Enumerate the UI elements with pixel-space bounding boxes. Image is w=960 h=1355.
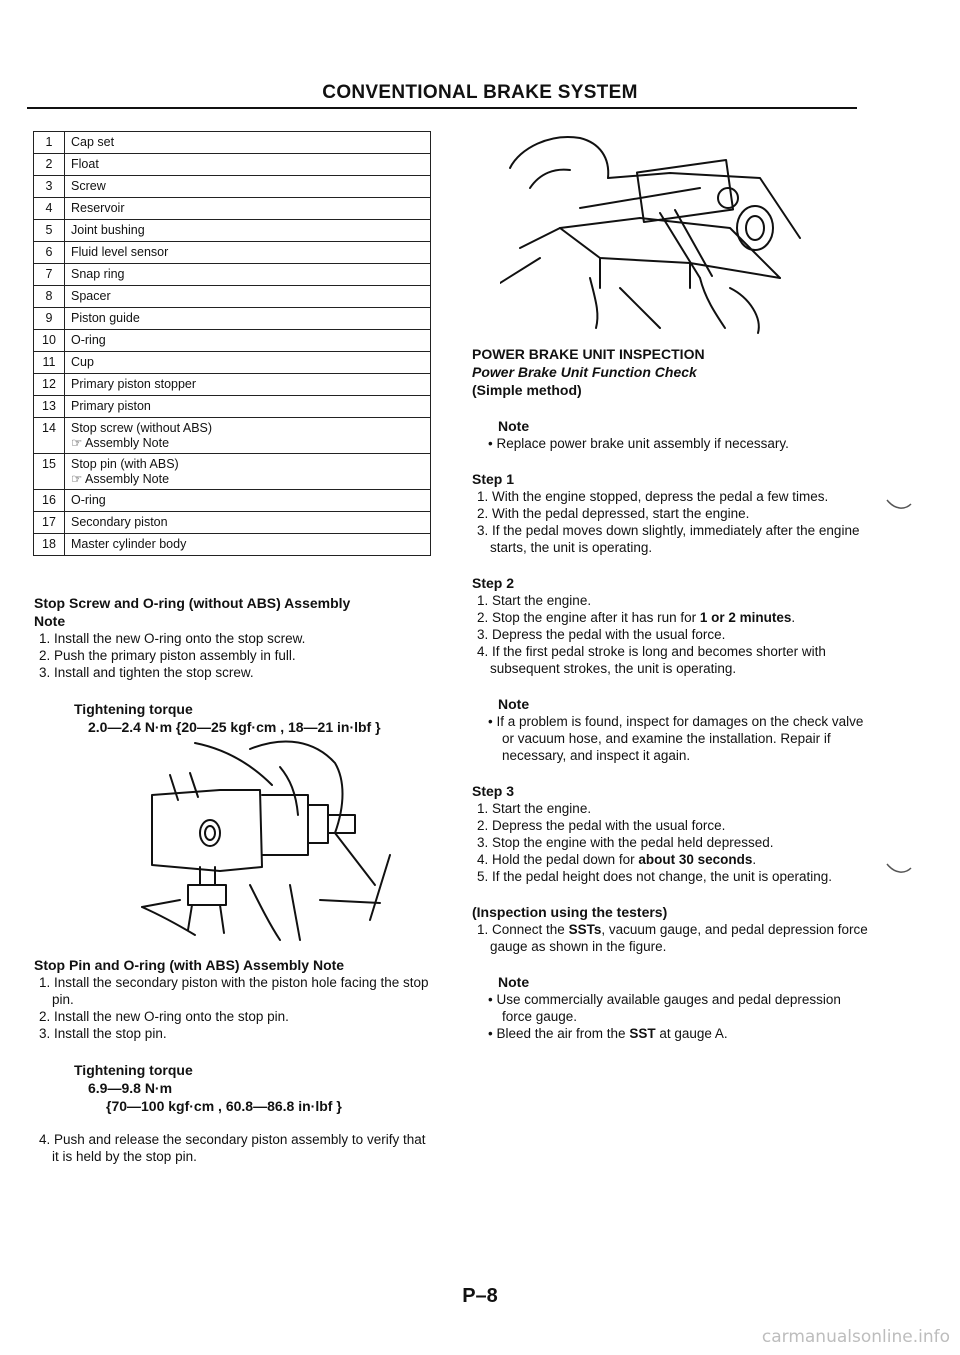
list-item: 2. Push the primary piston assembly in full. [39, 648, 296, 663]
stop-screw-illustration [140, 735, 400, 945]
list-item: 5. If the pedal height does not change, the unit is operating. [477, 869, 833, 884]
table-row [34, 490, 431, 512]
step2-2-pre: 2. Stop the engine after it has run for [477, 610, 700, 625]
part-name: O-ring [71, 333, 106, 347]
part-name-cell [65, 330, 431, 352]
list-item: 4. If the first pedal stroke is long and becomes shorter with subsequent strokes, the unit is operating. [477, 644, 826, 676]
testers-1-pre: 1. Connect the [477, 922, 569, 937]
scan-mark [885, 496, 915, 516]
stop-screw-note-label: Note [34, 613, 66, 629]
part-name-cell [65, 264, 431, 286]
part-number: 2 [34, 154, 65, 176]
list-item: 2. Depress the pedal with the usual force. [477, 818, 726, 833]
note3-2-pre: Bleed the air from the [496, 1026, 630, 1041]
part-name-cell [65, 534, 431, 556]
list-item: 3. Stop the engine with the pedal held depressed. [477, 835, 774, 850]
step1-label: Step 1 [472, 471, 515, 487]
part-name: Joint bushing [71, 223, 145, 237]
part-name-cell [65, 374, 431, 396]
testers-label: (Inspection using the testers) [472, 904, 668, 920]
power-brake-illustration [500, 128, 820, 338]
part-name: Screw [71, 179, 106, 193]
part-number: 13 [34, 396, 65, 418]
table-row [34, 308, 431, 330]
part-name: O-ring [71, 493, 106, 507]
part-number: 3 [34, 176, 65, 198]
list-item: 1. Install the secondary piston with the piston hole facing the stop pin. [39, 975, 429, 1007]
list-item: 3. If the pedal moves down slightly, immediately after the engine starts, the unit is operating. [477, 523, 860, 555]
table-row [34, 396, 431, 418]
part-number: 11 [34, 352, 65, 374]
table-row [34, 418, 431, 454]
list-item: 3. Depress the pedal with the usual force. [477, 627, 726, 642]
torque-value-1: 6.9—9.8 N·m [88, 1080, 173, 1096]
part-name-cell [65, 176, 431, 198]
torque-value: 2.0—2.4 N·m {20—25 kgf·cm , 18—21 in·lbf } [88, 719, 381, 735]
part-name: Cap set [71, 135, 115, 149]
step3-list [472, 800, 872, 885]
list-item: 1. Install the new O-ring onto the stop screw. [39, 631, 306, 646]
part-name-cell [65, 132, 431, 154]
note-label: Note [498, 696, 530, 712]
step3-4-bold: about 30 seconds [638, 852, 753, 867]
part-name: Secondary piston [71, 515, 168, 529]
stop-pin-steps [34, 974, 434, 1042]
power-brake-section [472, 345, 872, 1042]
list-item: 1. Start the engine. [477, 801, 592, 816]
power-brake-title: POWER BRAKE UNIT INSPECTION [472, 346, 705, 362]
torque-value-2: {70—100 kgf·cm , 60.8—86.8 in·lbf } [106, 1098, 342, 1114]
part-name-cell [65, 286, 431, 308]
part-name: Piston guide [71, 311, 140, 325]
note-item: • Replace power brake unit assembly if necessary. [472, 435, 872, 452]
part-number: 8 [34, 286, 65, 308]
part-name: Master cylinder body [71, 537, 187, 551]
part-number: 10 [34, 330, 65, 352]
part-name-cell [65, 198, 431, 220]
list-item: 4. Push and release the secondary piston assembly to verify that it is held by the stop pin. [39, 1132, 426, 1164]
part-name: Spacer [71, 289, 111, 303]
stop-pin-step4 [34, 1131, 434, 1165]
part-name-cell [65, 418, 431, 454]
part-name-cell [65, 154, 431, 176]
list-item: 1. With the engine stopped, depress the pedal a few times. [477, 489, 829, 504]
note-item: • Use commercially available gauges and pedal depression force gauge. [472, 991, 872, 1025]
table-row [34, 374, 431, 396]
power-brake-subtitle: Power Brake Unit Function Check [472, 364, 697, 380]
table-row [34, 154, 431, 176]
step3-4-pre: 4. Hold the pedal down for [477, 852, 639, 867]
testers-1-post: , vacuum gauge, and pedal depression force gauge as shown in the figure. [490, 922, 868, 954]
parts-table [33, 131, 431, 556]
part-number: 15 [34, 454, 65, 490]
step2-2-post: . [791, 610, 796, 625]
step2-list [472, 592, 872, 677]
list-item: 2. Install the new O-ring onto the stop pin. [39, 1009, 289, 1024]
part-name: Float [71, 157, 99, 171]
part-number: 9 [34, 308, 65, 330]
part-name-cell [65, 308, 431, 330]
step2-2-bold: 1 or 2 minutes [699, 610, 792, 625]
part-name: Primary piston stopper [71, 377, 197, 391]
part-number: 12 [34, 374, 65, 396]
torque-label: Tightening torque [74, 1062, 193, 1078]
list-item [472, 609, 872, 626]
site-watermark: carmanualsonline.info [761, 1327, 950, 1347]
step1-list [472, 488, 872, 556]
part-number: 18 [34, 534, 65, 556]
part-name: Reservoir [71, 201, 125, 215]
part-number: 7 [34, 264, 65, 286]
table-row [34, 220, 431, 242]
part-name: Stop screw (without ABS) [71, 421, 213, 435]
part-name-cell [65, 352, 431, 374]
part-name: Stop pin (with ABS) [71, 457, 179, 471]
stop-screw-steps [34, 630, 434, 681]
part-name-cell [65, 454, 431, 490]
table-row [34, 352, 431, 374]
part-name-cell [65, 512, 431, 534]
list-item: 2. With the pedal depressed, start the engine. [477, 506, 750, 521]
table-row [34, 454, 431, 490]
stop-screw-heading: Stop Screw and O-ring (without ABS) Assembly [34, 595, 351, 611]
table-row [34, 512, 431, 534]
assembly-note-reference: ☞ Assembly Note [71, 436, 170, 450]
note3-2-post: at gauge A. [655, 1026, 728, 1041]
part-name-cell [65, 396, 431, 418]
note-item [472, 1025, 872, 1042]
list-item: 1. Start the engine. [477, 593, 592, 608]
list-item: 3. Install and tighten the stop screw. [39, 665, 254, 680]
testers-1-bold: SSTs [568, 922, 602, 937]
table-row [34, 198, 431, 220]
note-label: Note [498, 418, 530, 434]
note-label: Note [498, 974, 530, 990]
step2-label: Step 2 [472, 575, 515, 591]
testers-list [472, 921, 872, 955]
table-row [34, 264, 431, 286]
table-row [34, 286, 431, 308]
part-name: Fluid level sensor [71, 245, 169, 259]
step3-label: Step 3 [472, 783, 515, 799]
table-row [34, 242, 431, 264]
part-number: 1 [34, 132, 65, 154]
part-number: 14 [34, 418, 65, 454]
list-item [472, 851, 872, 868]
part-number: 6 [34, 242, 65, 264]
list-item: 3. Install the stop pin. [39, 1026, 167, 1041]
scan-mark [885, 860, 915, 880]
stop-screw-section [34, 594, 434, 736]
page-header-title: CONVENTIONAL BRAKE SYSTEM [322, 82, 638, 103]
part-name: Snap ring [71, 267, 125, 281]
header-rule [27, 107, 857, 109]
stop-pin-heading: Stop Pin and O-ring (with ABS) Assembly Note [34, 957, 345, 973]
part-number: 4 [34, 198, 65, 220]
torque-label: Tightening torque [74, 701, 193, 717]
note-item: • If a problem is found, inspect for damages on the check valve or vacuum hose, and examine the installation. Repair if necessary, and inspect it again. [472, 713, 872, 764]
part-name: Primary piston [71, 399, 151, 413]
part-number: 5 [34, 220, 65, 242]
list-item [472, 921, 872, 955]
note3-2-bold: SST [629, 1026, 656, 1041]
part-name-cell [65, 242, 431, 264]
table-row [34, 176, 431, 198]
simple-method-label: (Simple method) [472, 382, 582, 398]
part-name: Cup [71, 355, 94, 369]
table-row [34, 132, 431, 154]
table-row [34, 534, 431, 556]
part-name-cell [65, 220, 431, 242]
part-name-cell [65, 490, 431, 512]
part-number: 16 [34, 490, 65, 512]
stop-pin-section [34, 956, 434, 1165]
page-number: P–8 [462, 1285, 498, 1307]
step3-4-post: . [752, 852, 757, 867]
assembly-note-reference: ☞ Assembly Note [71, 472, 170, 486]
part-number: 17 [34, 512, 65, 534]
table-row [34, 330, 431, 352]
